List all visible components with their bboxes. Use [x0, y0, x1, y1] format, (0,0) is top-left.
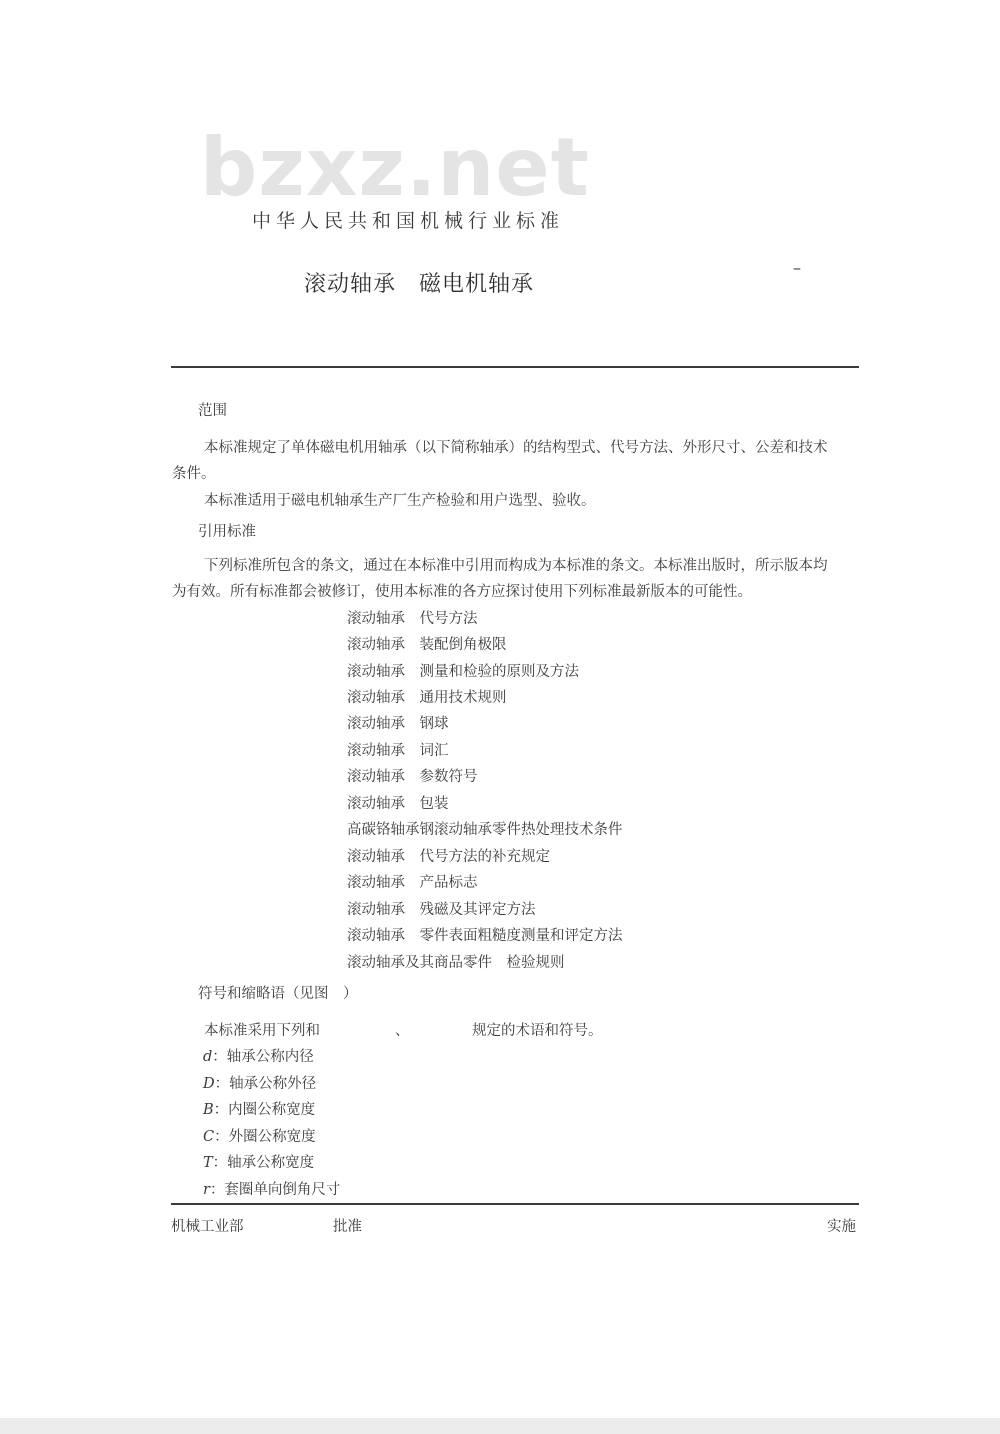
ref-item: 高碳铬轴承钢滚动轴承零件热处理技术条件 — [347, 822, 623, 838]
footer-implemented: 实施 — [827, 1219, 856, 1235]
symbol-row — [203, 1098, 315, 1119]
symbol-row — [203, 1178, 340, 1199]
header-divider — [171, 366, 859, 368]
scope-heading: 范围 — [198, 403, 227, 419]
watermark: bzxz.net — [200, 121, 590, 214]
symbol-letter: B — [203, 1102, 214, 1118]
footer-approved: 批准 — [333, 1219, 362, 1235]
symbol-description: ：轴承公称外径 — [214, 1076, 317, 1092]
ref-item: 滚动轴承 代号方法 — [347, 611, 478, 627]
refs-heading: 引用标准 — [198, 524, 256, 540]
ref-item: 滚动轴承 代号方法的补充规定 — [347, 849, 550, 865]
symbol-row — [203, 1072, 316, 1093]
symbol-letter: r — [203, 1182, 210, 1198]
ref-item: 滚动轴承 钢球 — [347, 716, 449, 732]
scope-paragraph-line1: 本标准规定了单体磁电机用轴承（以下简称轴承）的结构型式、代号方法、外形尺寸、公差和技术 — [204, 440, 828, 456]
symbol-letter: d — [203, 1049, 213, 1065]
symbol-description: ：轴承公称内径 — [212, 1049, 314, 1065]
ref-item: 滚动轴承及其商品零件 检验规则 — [347, 955, 565, 971]
doc-title: 滚动轴承 磁电机轴承 — [304, 272, 535, 297]
dash-mark: – — [793, 258, 801, 277]
ref-item: 滚动轴承 通用技术规则 — [347, 690, 507, 706]
symbol-letter: D — [203, 1076, 215, 1092]
ref-item: 滚动轴承 残磁及其评定方法 — [347, 902, 536, 918]
footer-divider — [171, 1203, 859, 1205]
symbol-description: ：外圈公称宽度 — [214, 1129, 316, 1145]
symbol-row — [203, 1125, 316, 1146]
ref-item: 滚动轴承 测量和检验的原则及方法 — [347, 664, 579, 680]
footer-issuer: 机械工业部 — [171, 1219, 244, 1235]
symbol-row — [203, 1151, 314, 1172]
symbol-letter: C — [203, 1129, 215, 1145]
symbol-description: ：内圈公称宽度 — [213, 1102, 316, 1118]
org-title: 中华人民共和国机械行业标准 — [252, 210, 565, 232]
ref-item: 滚动轴承 产品标志 — [347, 875, 478, 891]
symbols-intro-sep: 、 — [395, 1023, 410, 1039]
ref-item: 滚动轴承 包装 — [347, 796, 449, 812]
ref-item: 滚动轴承 词汇 — [347, 743, 449, 759]
refs-paragraph-line1: 下列标准所包含的条文，通过在本标准中引用而构成为本标准的条文。本标准出版时，所示版本均 — [204, 558, 828, 574]
scope-paragraph-2: 本标准适用于磁电机轴承生产厂生产检验和用户选型、验收。 — [204, 493, 596, 509]
symbol-description: ：套圈单向倒角尺寸 — [209, 1182, 341, 1198]
symbol-row — [203, 1045, 314, 1066]
symbol-letter: T — [203, 1155, 213, 1171]
ref-item: 滚动轴承 装配倒角极限 — [347, 637, 507, 653]
scope-paragraph-line2: 条件。 — [172, 466, 216, 482]
symbols-intro-c: 规定的术语和符号。 — [472, 1023, 603, 1039]
ref-item: 滚动轴承 零件表面粗糙度测量和评定方法 — [347, 928, 623, 944]
symbol-description: ：轴承公称宽度 — [212, 1155, 315, 1171]
symbols-heading: 符号和缩略语（见图 ） — [198, 986, 358, 1002]
symbols-intro-a: 本标准采用下列和 — [204, 1023, 320, 1039]
viewer-bottom-band — [0, 1418, 1000, 1434]
ref-item: 滚动轴承 参数符号 — [347, 769, 478, 785]
refs-paragraph-line2: 为有效。所有标准都会被修订，使用本标准的各方应探讨使用下列标准最新版本的可能性。 — [172, 584, 752, 600]
